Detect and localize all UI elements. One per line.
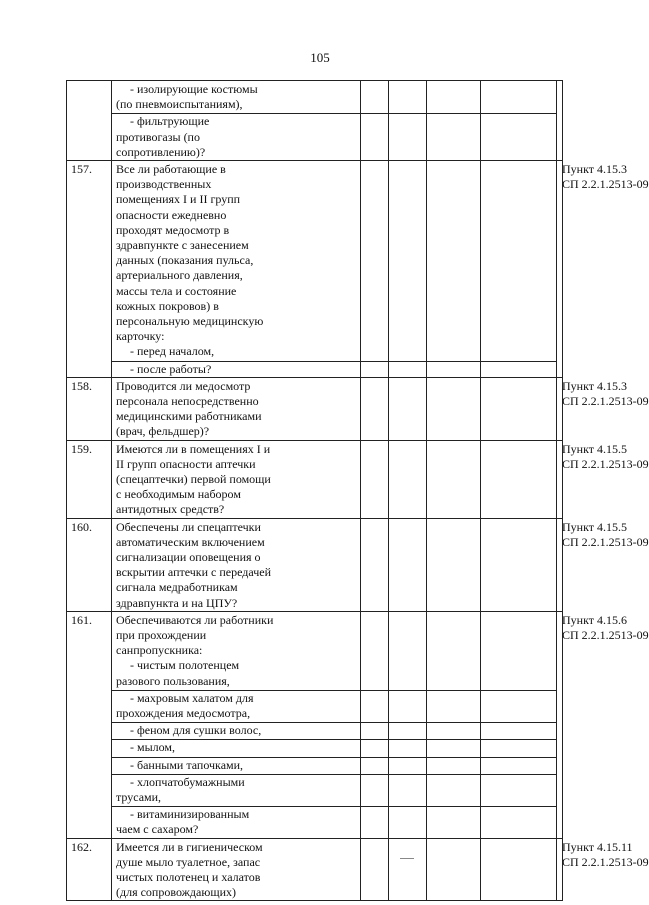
question-line: данных (показания пульса, (116, 253, 254, 268)
reference-cell (556, 612, 563, 838)
answer-mark-cell (388, 612, 426, 838)
question-line: вскрытии аптечки с передачей (116, 565, 272, 580)
answer-mark-cell (360, 81, 388, 160)
item-number-cell: 159. (66, 441, 112, 518)
question-line: массы тела и состояние (116, 283, 237, 298)
reference-line: Пункт 4.15.5 (562, 519, 628, 534)
reference-text (562, 612, 649, 643)
question-line: (спецаптечки) первой помощи (116, 471, 271, 486)
table-bottom-border (66, 900, 563, 901)
reference-line: СП 2.2.1.2513-09 (562, 394, 649, 408)
answer-mark-cell (388, 839, 426, 901)
question-line: сигнализации оповещения о (116, 549, 261, 564)
answer-mark-cell (480, 612, 556, 838)
question-line: - изолирующие костюмы (130, 82, 258, 96)
answer-mark-cell (480, 519, 556, 611)
reference-cell (556, 81, 563, 160)
answer-mark-cell (480, 378, 556, 440)
table-row (66, 377, 649, 440)
question-line: санпропускника: (116, 643, 203, 658)
question-line: Все ли работающие в (116, 162, 226, 176)
question-line: (по пневмоиспытаниям), (116, 97, 243, 112)
answer-mark-cell (426, 612, 480, 838)
question-line: здравпункте с занесением (116, 238, 249, 252)
question-line: персональную медицинскую (116, 314, 264, 328)
question-line: сигнала медработникам (116, 580, 238, 595)
scan-artifact (400, 858, 414, 859)
table-row (66, 838, 649, 901)
answer-mark-cell (480, 81, 556, 160)
reference-line: СП 2.2.1.2513-09 (562, 628, 649, 642)
question-line: автоматическим включением (116, 534, 265, 549)
question-line: Имеется ли в гигиеническом (116, 839, 263, 854)
question-line: при прохождении (116, 627, 207, 642)
question-line: с необходимым набором (116, 487, 241, 502)
answer-mark-cell (426, 378, 480, 440)
item-number-cell (66, 81, 112, 160)
table-row (66, 611, 649, 838)
table-row (66, 518, 649, 611)
question-line: антидотных средств? (116, 502, 225, 517)
question-line: (врач, фельдшер)? (116, 424, 210, 439)
reference-line: Пункт 4.15.6 (562, 612, 628, 627)
reference-line: Пункт 4.15.5 (562, 441, 628, 456)
answer-mark-cell (360, 161, 388, 377)
question-line: артериального давления, (116, 268, 243, 283)
answer-mark-cell (426, 519, 480, 611)
question-line: опасности ежедневно (116, 207, 227, 222)
question-line: Обеспечиваются ли работники (116, 612, 274, 627)
page-number: 105 (310, 50, 330, 65)
answer-mark-cell (360, 378, 388, 440)
item-number-cell: 158. (66, 378, 112, 440)
question-line: чаем с сахаром? (116, 822, 199, 837)
reference-line: СП 2.2.1.2513-09 (562, 534, 649, 549)
question-line: сопротивлению)? (116, 144, 206, 159)
item-number-cell: 161. (66, 612, 112, 838)
question-line: проходят медосмотр в (116, 222, 230, 237)
question-line: - фильтрующие (130, 114, 210, 129)
answer-mark-cell (388, 441, 426, 518)
table-row (66, 80, 563, 160)
question-line: производственных (116, 177, 212, 192)
question-line: чистых полотенец и халатов (116, 869, 261, 884)
answer-mark-cell (480, 441, 556, 518)
question-line: медицинскими работниками (116, 409, 262, 424)
answer-mark-cell (480, 839, 556, 901)
question-line: - после работы? (130, 361, 212, 376)
answer-mark-cell (360, 612, 388, 838)
reference-text (562, 519, 649, 550)
table-row (66, 160, 649, 377)
answer-mark-cell (388, 378, 426, 440)
question-line: - хлопчатобумажными (130, 774, 245, 789)
answer-mark-cell (426, 441, 480, 518)
reference-line: СП 2.2.1.2513-09 (562, 456, 649, 471)
question-line: - феном для сушки волос, (130, 723, 262, 738)
question-line: карточку: (116, 329, 165, 344)
reference-text (562, 441, 649, 472)
reference-line: Пункт 4.15.3 (562, 162, 628, 176)
question-line: прохождения медосмотра, (116, 705, 251, 720)
answer-mark-cell (426, 81, 480, 160)
question-line: разового пользования, (116, 673, 230, 688)
answer-mark-cell (426, 839, 480, 901)
question-line: кожных покровов) в (116, 298, 219, 313)
item-number-cell: 160. (66, 519, 112, 611)
reference-line: СП 2.2.1.2513-09 (562, 177, 649, 192)
question-line: - махровым халатом для (130, 690, 254, 705)
question-line: - мылом, (130, 740, 176, 755)
reference-text (562, 378, 649, 409)
answer-mark-cell (360, 519, 388, 611)
item-number-cell: 157. (66, 161, 112, 377)
answer-mark-cell (480, 161, 556, 377)
question-line: - чистым полотенцем (130, 658, 240, 673)
reference-text (562, 161, 649, 192)
question-line: Проводится ли медосмотр (116, 378, 251, 393)
question-line: II групп опасности аптечки (116, 456, 256, 471)
question-line: персонала непосредственно (116, 393, 259, 408)
answer-mark-cell (388, 519, 426, 611)
question-line: - витаминизированным (130, 807, 250, 822)
table-row (66, 440, 649, 518)
question-line: Имеются ли в помещениях I и (116, 441, 271, 456)
question-line: помещениях I и II групп (116, 192, 241, 207)
question-line: трусами, (116, 789, 162, 804)
answer-mark-cell (426, 161, 480, 377)
answer-mark-cell (388, 161, 426, 377)
question-line: (для сопровождающих) (116, 885, 236, 900)
reference-line: СП 2.2.1.2513-09 (562, 854, 649, 869)
question-line: - банными тапочками, (130, 757, 244, 772)
reference-line: Пункт 4.15.11 (562, 839, 633, 854)
answer-mark-cell (360, 441, 388, 518)
answer-mark-cell (388, 81, 426, 160)
question-line: здравпункта и на ЦПУ? (116, 595, 238, 610)
reference-text (562, 839, 649, 870)
reference-line: Пункт 4.15.3 (562, 378, 628, 393)
question-line: душе мыло туалетное, запас (116, 854, 261, 869)
answer-mark-cell (360, 839, 388, 901)
question-line: - перед началом, (130, 344, 215, 359)
reference-cell (556, 161, 563, 377)
question-line: Обеспечены ли спецаптечки (116, 519, 261, 534)
item-number-cell: 162. (66, 839, 112, 901)
question-line: противогазы (по (116, 129, 200, 144)
